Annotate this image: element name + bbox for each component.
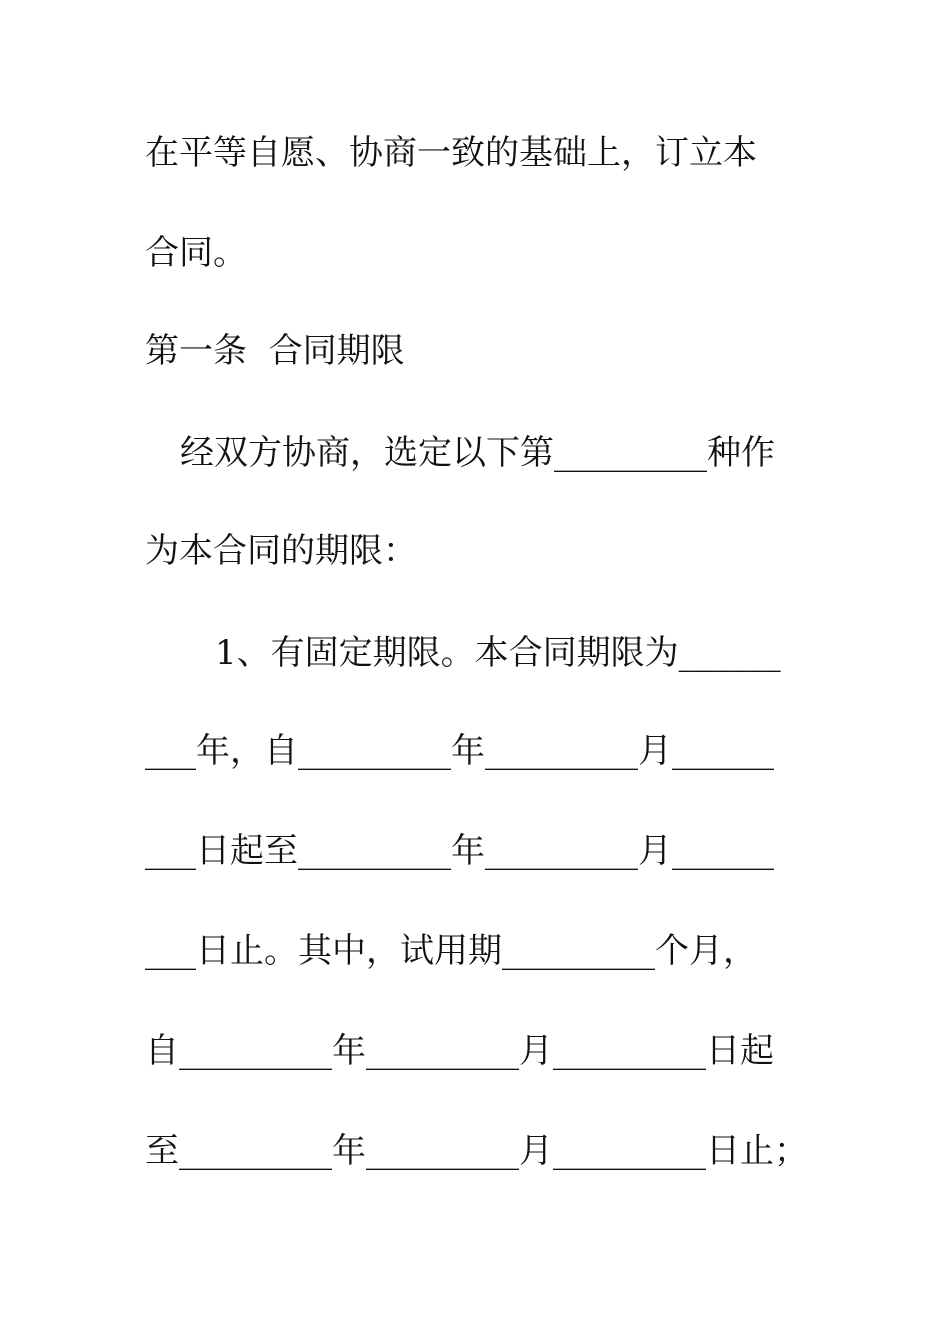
list-item-line: ___年，自_________年_________月______ [145,731,774,771]
paragraph-line: 经双方协商，选定以下第_________种作 [180,433,775,473]
list-item-line: 1、有固定期限。本合同期限为______ [215,633,781,673]
list-item-line: 至_________年_________月_________日止； [145,1131,808,1171]
paragraph-line: 在平等自愿、协商一致的基础上，订立本 [145,133,757,173]
list-item-line: ___日起至_________年_________月______ [145,831,774,871]
paragraph-line: 合同。 [145,233,247,273]
paragraph-line: 为本合同的期限： [145,531,417,571]
list-item-line: ___日止。其中，试用期_________个月， [145,931,757,971]
list-item-line: 自_________年_________月_________日起 [145,1031,774,1071]
section-heading: 第一条 合同期限 [145,331,405,371]
